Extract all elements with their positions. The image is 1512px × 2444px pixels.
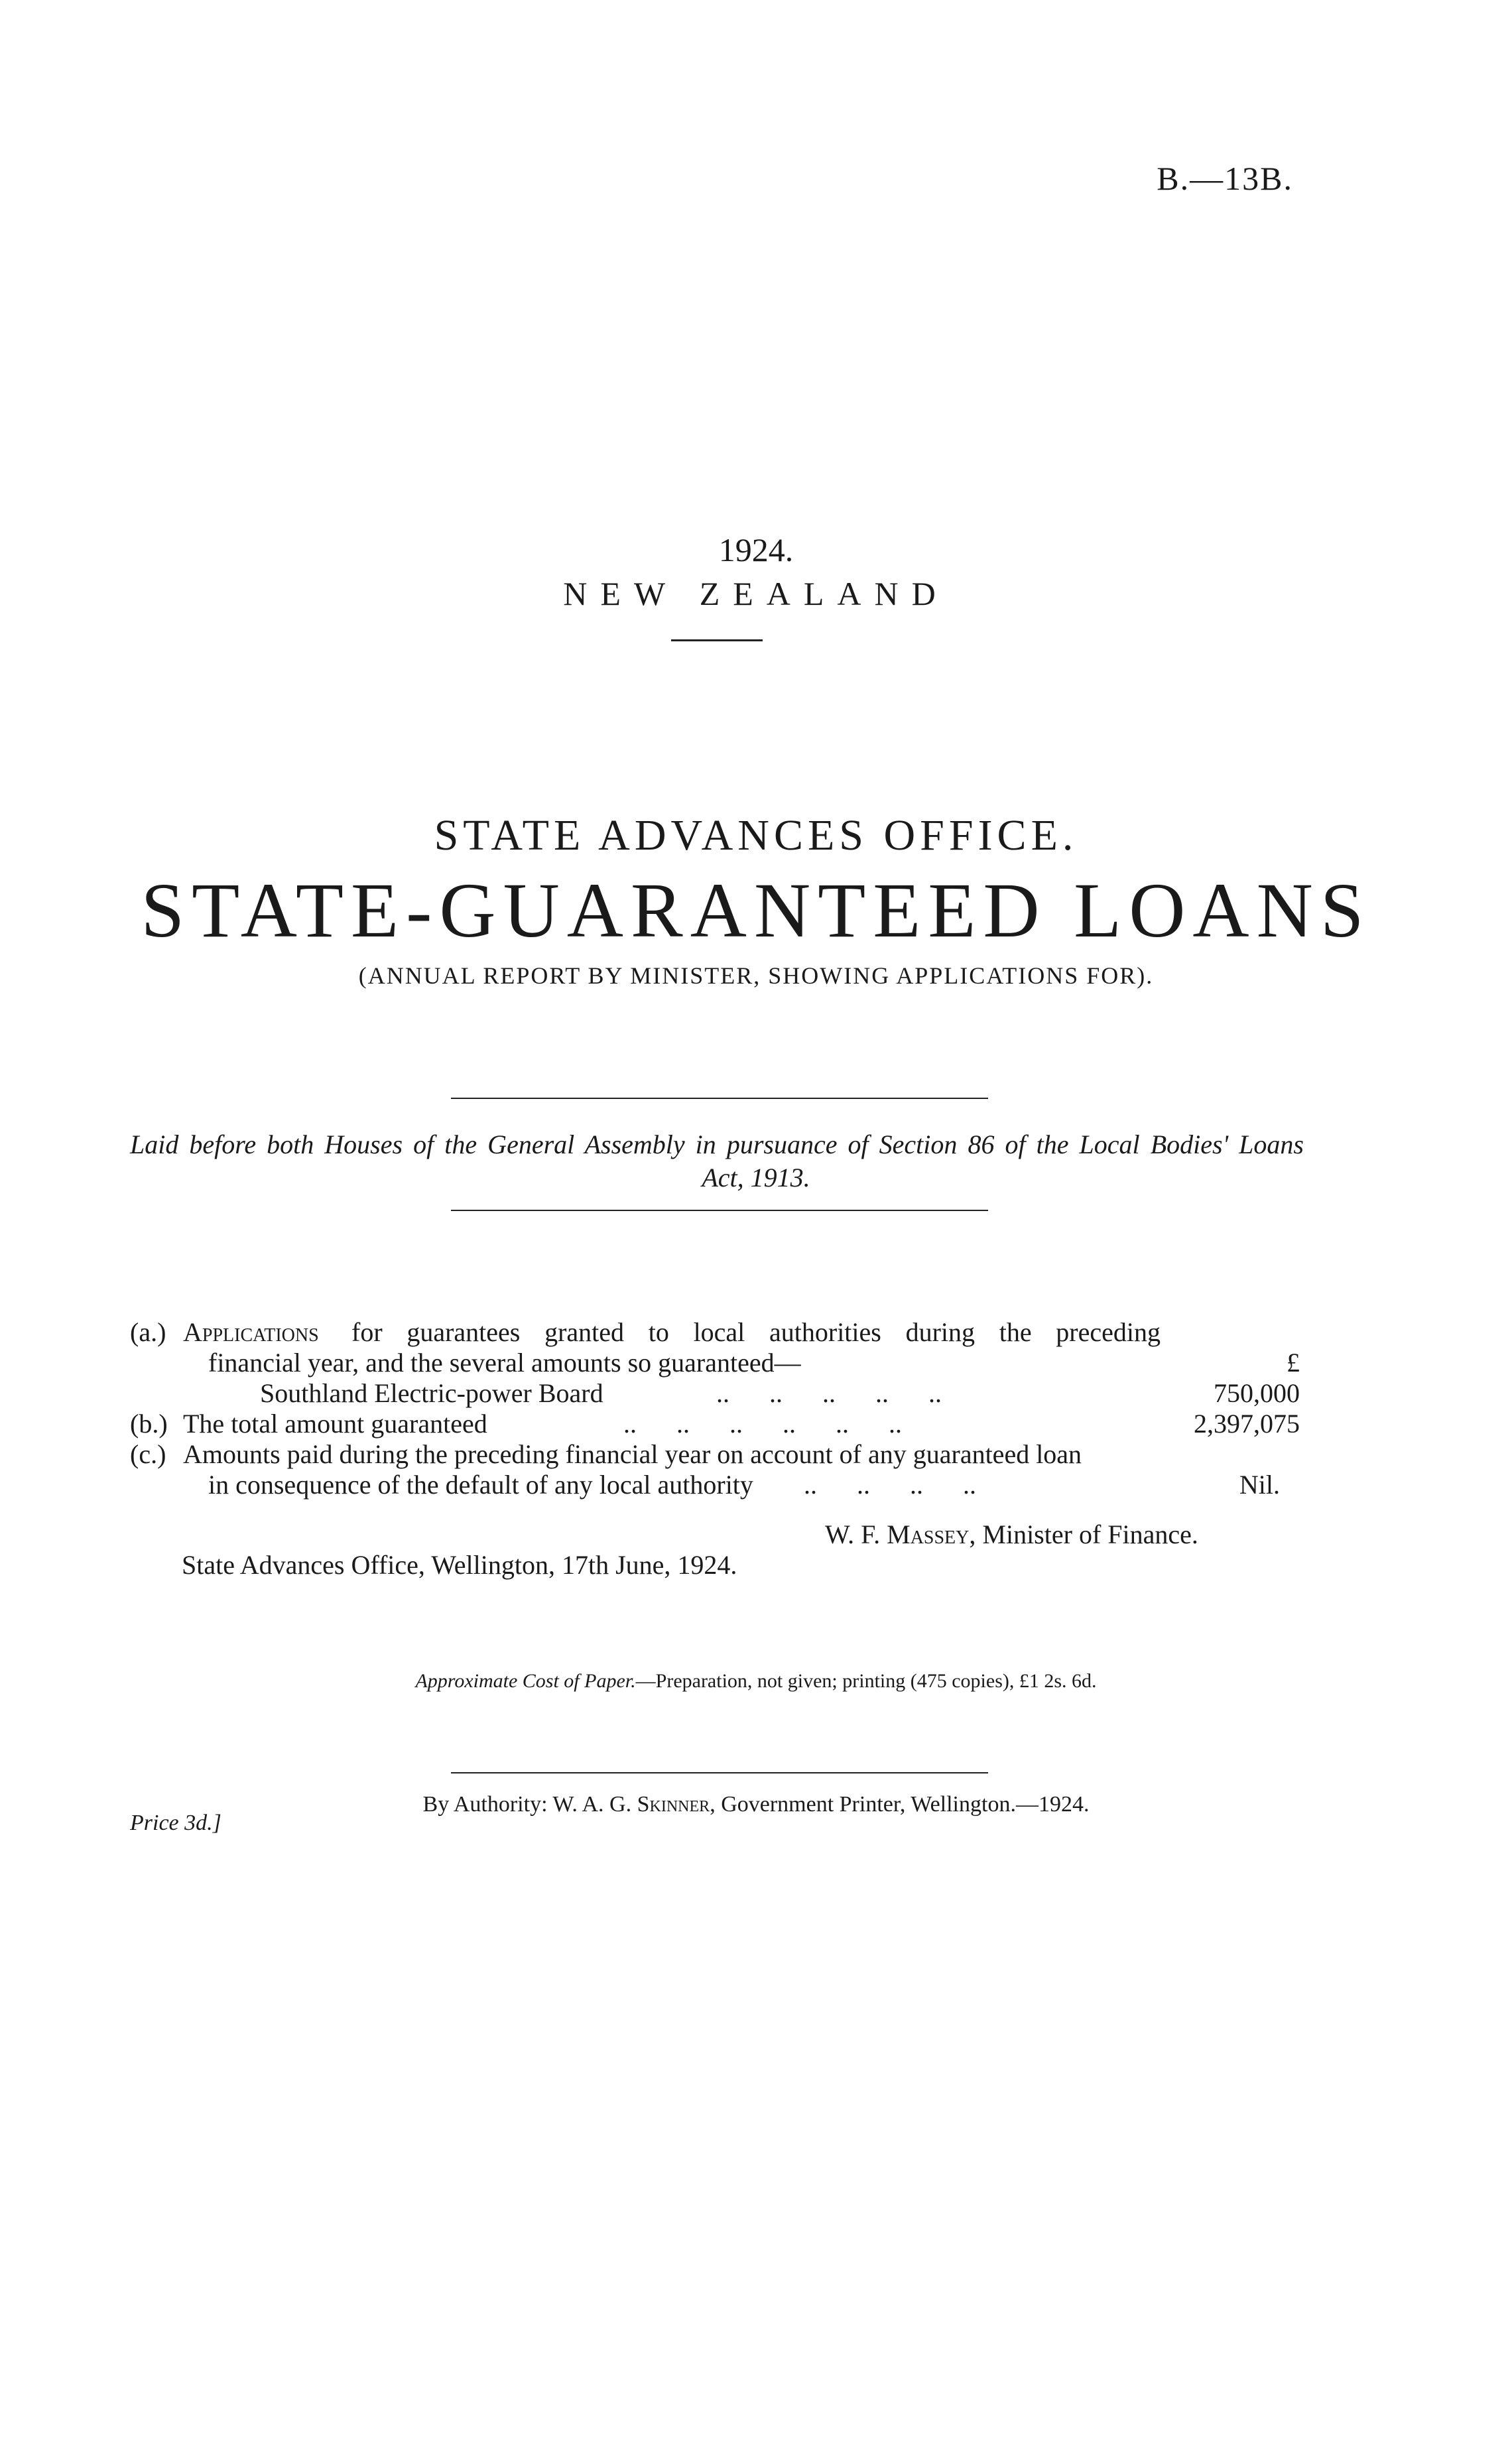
item-b-value: 2,397,075 bbox=[1194, 1409, 1300, 1439]
authority-prefix: By Authority: W. A. G. bbox=[422, 1792, 637, 1817]
divider-short bbox=[671, 639, 763, 641]
laid-before-line-2: Act, 1913. bbox=[702, 1163, 810, 1192]
country: NEW ZEALAND bbox=[563, 575, 949, 612]
laid-before-line-1: Laid before both Houses of the General Assembly in pursuance of Section 86 of the Local Bodies' Loans bbox=[130, 1129, 1304, 1159]
authority-suffix: , Government Printer, Wellington.—1924. bbox=[710, 1792, 1090, 1817]
printer-authority bbox=[0, 1792, 1512, 1817]
item-b-text: The total amount guaranteed bbox=[183, 1409, 487, 1439]
place-date: State Advances Office, Wellington, 17th June, 1924. bbox=[182, 1550, 737, 1580]
signature-role: , Minister of Finance. bbox=[969, 1519, 1198, 1549]
entry-value: 750,000 bbox=[1214, 1378, 1300, 1408]
page-title: STATE-GUARANTEED LOANS bbox=[141, 867, 1371, 954]
price: Price 3d.] bbox=[130, 1811, 221, 1835]
currency-header: £ bbox=[1287, 1348, 1300, 1378]
divider-bottom bbox=[451, 1210, 988, 1211]
signature-name: W. F. Massey bbox=[825, 1519, 970, 1549]
entry-leaders: .. .. .. .. .. bbox=[716, 1378, 942, 1408]
document-reference: B.—13B. bbox=[1157, 160, 1293, 197]
footer-divider bbox=[451, 1772, 988, 1773]
item-c-leaders: .. .. .. .. bbox=[804, 1470, 976, 1500]
printer-name: Skinner bbox=[637, 1792, 710, 1817]
item-a-text-line-1: for guarantees granted to local authorities during the preceding bbox=[351, 1317, 1161, 1347]
cost-note bbox=[0, 1670, 1512, 1693]
subtitle: (ANNUAL REPORT BY MINISTER, SHOWING APPLICATIONS FOR). bbox=[358, 962, 1154, 989]
item-c-text-line-1: Amounts paid during the preceding financial year on account of any guaranteed loan bbox=[183, 1439, 1082, 1469]
cost-text: —Preparation, not given; printing (475 copies), £1 2s. 6d. bbox=[635, 1670, 1097, 1692]
item-a-lead: Applications bbox=[183, 1317, 319, 1347]
item-b-leaders: .. .. .. .. .. .. bbox=[623, 1409, 902, 1439]
year: 1924. bbox=[718, 531, 794, 568]
item-a-text-line-2: financial year, and the several amounts so guaranteed— bbox=[208, 1348, 801, 1378]
item-c-value: Nil. bbox=[1239, 1470, 1280, 1500]
office-heading: STATE ADVANCES OFFICE. bbox=[434, 811, 1078, 860]
item-a-label: (a.) bbox=[130, 1317, 166, 1347]
item-b-label: (b.) bbox=[130, 1409, 168, 1439]
item-c-text-line-2: in consequence of the default of any local authority bbox=[208, 1470, 753, 1500]
signature bbox=[825, 1519, 1198, 1550]
item-c-label: (c.) bbox=[130, 1439, 166, 1469]
entry-name: Southland Electric-power Board bbox=[260, 1378, 603, 1408]
cost-label: Approximate Cost of Paper. bbox=[415, 1670, 636, 1692]
divider-top bbox=[451, 1098, 988, 1099]
